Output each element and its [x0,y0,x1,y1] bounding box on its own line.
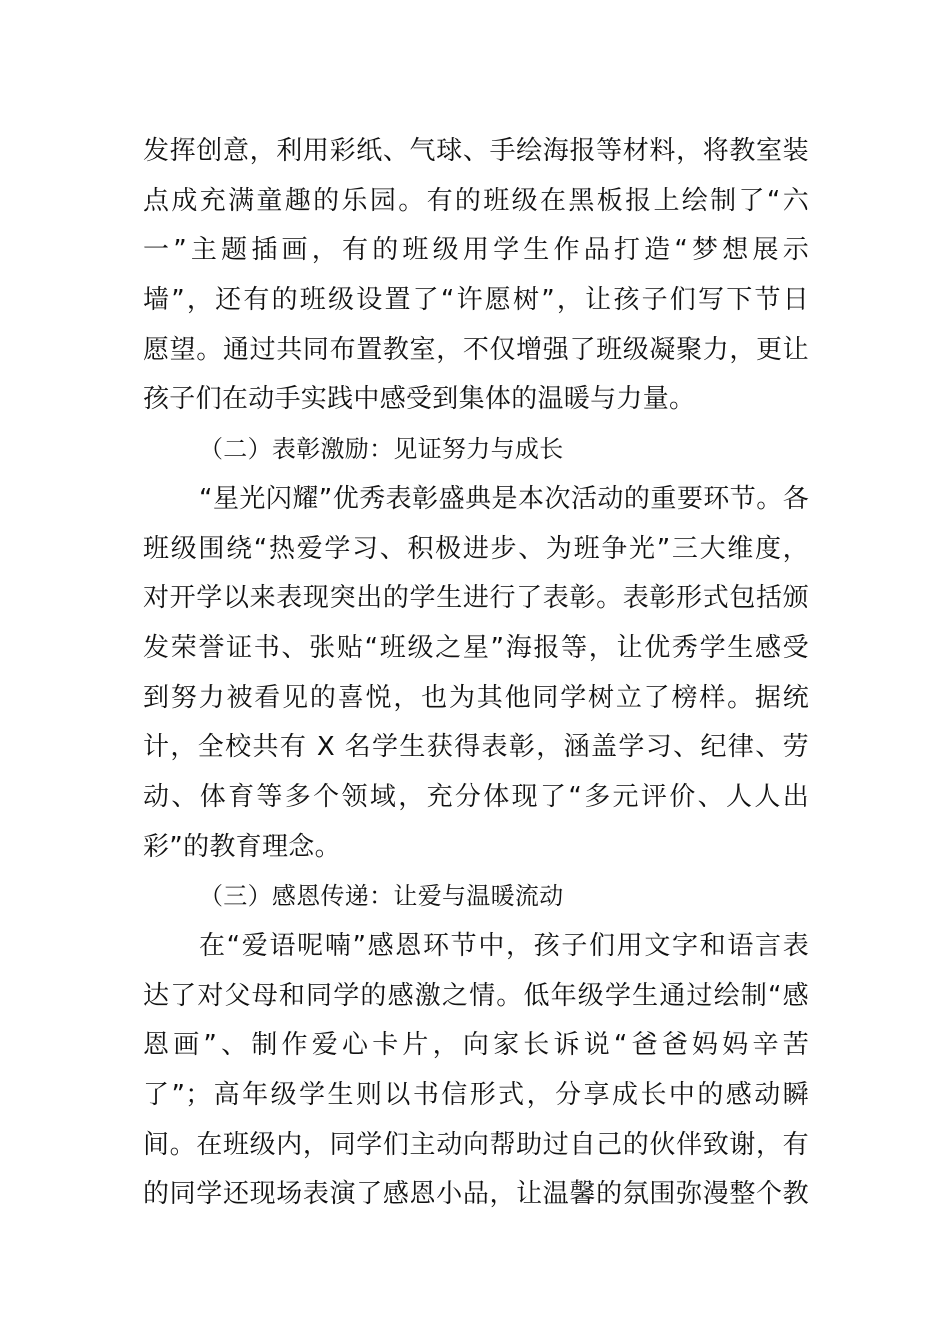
paragraph-line: 点成充满童趣的乐园。有的班级在黑板报上绘制了“六 [143,185,809,216]
paragraph-line: 恩画”、制作爱心卡片，向家长诉说“爸爸妈妈辛苦 [143,1030,809,1061]
paragraph-line: 达了对父母和同学的感激之情。低年级学生通过绘制“感 [143,980,809,1011]
paragraph-line: 计，全校共有 X 名学生获得表彰，涵盖学习、纪律、劳 [143,732,809,763]
paragraph-line: 发荣誉证书、张贴“班级之星”海报等，让优秀学生感受 [143,632,809,663]
paragraph-line: 班级围绕“热爱学习、积极进步、为班争光”三大维度， [143,533,809,564]
section-heading-2: （二）表彰激励：见证努力与成长 [199,435,564,464]
paragraph-line: 对开学以来表现突出的学生进行了表彰。表彰形式包括颁 [143,583,809,614]
paragraph-line: 彩”的教育理念。 [143,831,341,862]
paragraph-line: 发挥创意，利用彩纸、气球、手绘海报等材料，将教室装 [143,136,809,166]
paragraph-line: 的同学还现场表演了感恩小品，让温馨的氛围弥漫整个教 [143,1179,809,1210]
paragraph-line: 动、体育等多个领域，充分体现了“多元评价、人人出 [143,781,809,812]
document-body [143,127,809,1220]
paragraph-line: 墙”，还有的班级设置了“许愿树”，让孩子们写下节日 [143,285,809,316]
paragraph-line: 在“爱语呢喃”感恩环节中，孩子们用文字和语言表 [199,931,809,961]
paragraph-line: 了”；高年级学生则以书信形式，分享成长中的感动瞬 [143,1080,809,1111]
paragraph-line: 间。在班级内，同学们主动向帮助过自己的伙伴致谢，有 [143,1129,809,1160]
section-heading-3: （三）感恩传递：让爱与温暖流动 [199,882,564,911]
paragraph-line: 一”主题插画，有的班级用学生作品打造“梦想展示 [143,235,809,266]
paragraph-line: 孩子们在动手实践中感受到集体的温暖与力量。 [143,384,696,415]
paragraph-line: 愿望。通过共同布置教室，不仅增强了班级凝聚力，更让 [143,334,809,365]
paragraph-line: “星光闪耀”优秀表彰盛典是本次活动的重要环节。各 [199,483,809,514]
paragraph-line: 到努力被看见的喜悦，也为其他同学树立了榜样。据统 [143,682,809,713]
